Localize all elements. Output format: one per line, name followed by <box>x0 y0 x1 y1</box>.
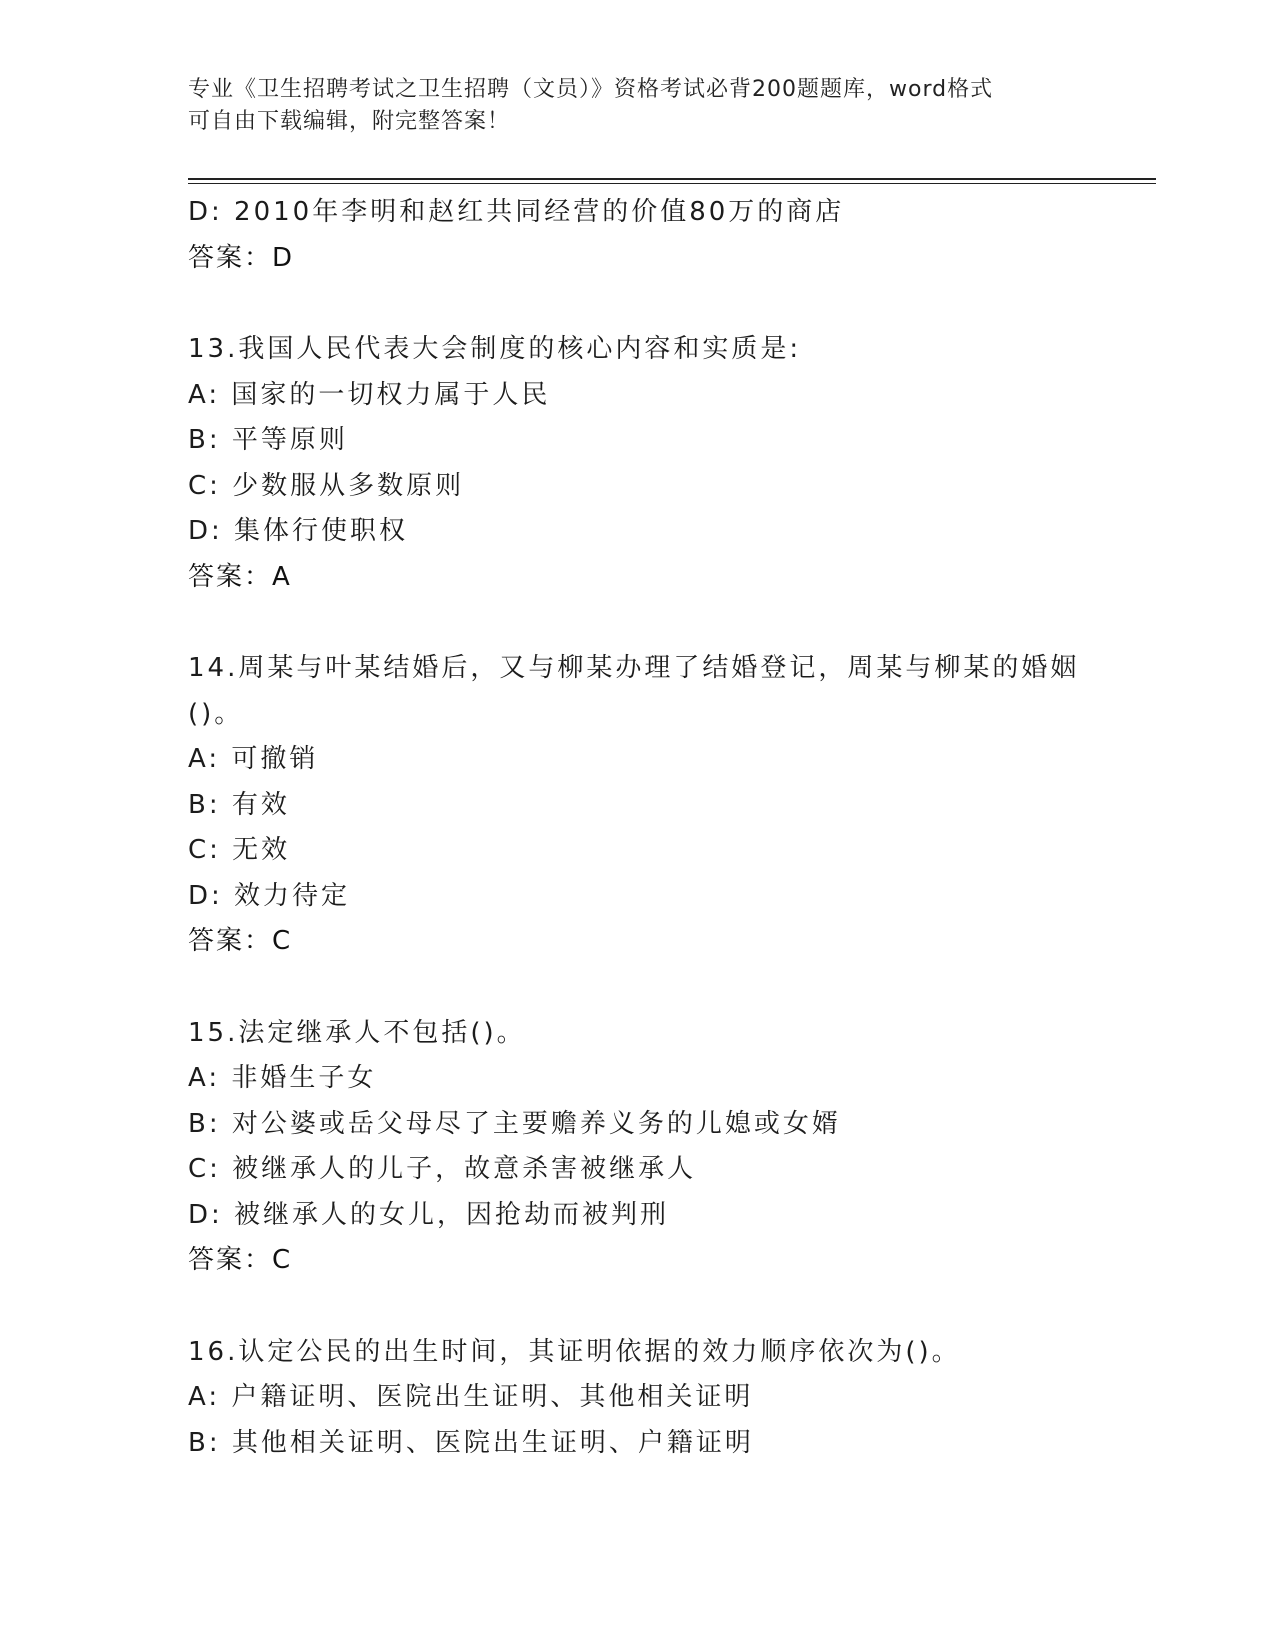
question-block-16 <box>188 1330 1138 1467</box>
spacer <box>188 965 1138 1011</box>
question-text: 13.我国人民代表大会制度的核心内容和实质是: <box>188 334 802 364</box>
header-line-2: 可自由下载编辑，附完整答案！ <box>188 109 511 134</box>
document-header <box>188 74 1088 138</box>
option-d: D: 效力待定 <box>188 880 351 911</box>
question-text-line-2: ()。 <box>188 698 244 729</box>
spacer <box>188 1284 1138 1330</box>
question-block-15 <box>188 1011 1138 1284</box>
option-d: D: 2010年李明和赵红共同经营的价值80万的商店 <box>188 197 845 227</box>
question-text: 15.法定继承人不包括()。 <box>188 1017 526 1048</box>
question-list <box>188 190 1138 1466</box>
option-a: A: 国家的一切权力属于人民 <box>188 379 551 410</box>
header-divider <box>188 178 1156 184</box>
option-c: C: 少数服从多数原则 <box>188 470 465 501</box>
answer: 答案：C <box>188 926 293 956</box>
option-d: D: 被继承人的女儿，因抢劫而被判刑 <box>188 1199 670 1230</box>
spacer <box>188 600 1138 646</box>
option-c: C: 无效 <box>188 835 291 865</box>
option-b: B: 对公婆或岳父母尽了主要赡养义务的儿媳或女婿 <box>188 1108 841 1139</box>
question-block-13 <box>188 327 1138 600</box>
spacer <box>188 281 1138 327</box>
question-block-12 <box>188 190 1138 281</box>
answer: 答案：A <box>188 561 292 592</box>
option-a: A: 非婚生子女 <box>188 1063 377 1093</box>
option-a: A: 可撤销 <box>188 744 319 774</box>
header-line-1: 专业《卫生招聘考试之卫生招聘（文员）》资格考试必背200题题库，word格式 <box>188 77 994 102</box>
option-b: B: 平等原则 <box>188 425 348 455</box>
option-b: B: 其他相关证明、医院出生证明、户籍证明 <box>188 1427 754 1458</box>
question-text: 16.认定公民的出生时间，其证明依据的效力顺序依次为()。 <box>188 1336 961 1367</box>
question-text-line-1: 14.周某与叶某结婚后，又与柳某办理了结婚登记，周某与柳某的婚姻 <box>188 653 1080 683</box>
option-c: C: 被继承人的儿子，故意杀害被继承人 <box>188 1154 697 1184</box>
option-a: A: 户籍证明、医院出生证明、其他相关证明 <box>188 1382 754 1412</box>
option-b: B: 有效 <box>188 789 290 820</box>
answer: 答案：C <box>188 1245 293 1275</box>
answer: 答案：D <box>188 242 295 273</box>
option-d: D: 集体行使职权 <box>188 516 409 546</box>
question-block-14 <box>188 646 1138 965</box>
